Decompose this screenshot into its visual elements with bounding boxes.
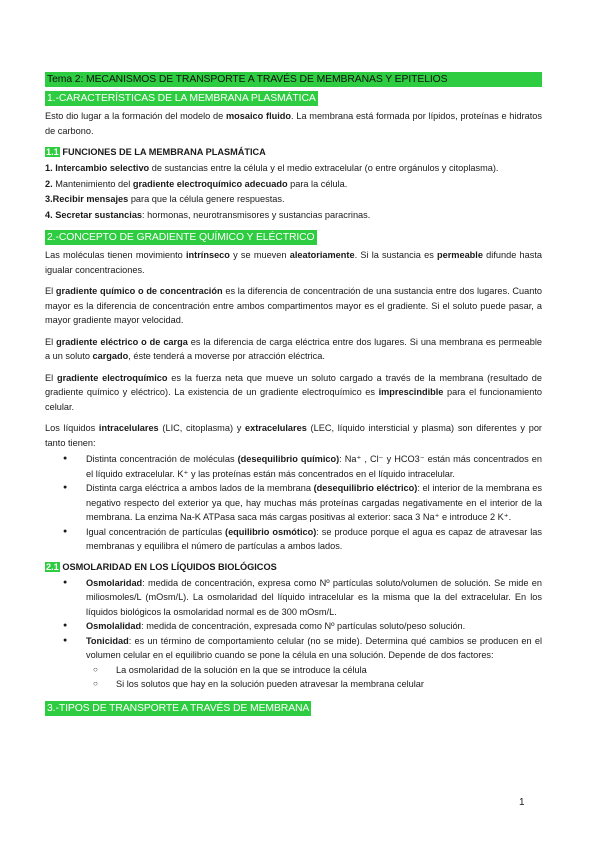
subsection-2-1-heading: 2.1 OSMOLARIDAD EN LOS LÍQUIDOS BIOLÓGICOS: [46, 561, 277, 572]
function-item: 4. Secretar sustancias: hormonas, neurotransmisores y sustancias paracrinas.: [45, 209, 371, 220]
paragraph: Esto dio lugar a la formación del modelo de mosaico fluido. La membrana está formada por lípidos, proteínas e hidratos de carbono.: [45, 111, 542, 136]
list-item: ● Igual concentración de partículas (equilibrio osmótico): se produce porque el agua es capaz de atravesar las membranas y equilibra el número de partículas a ambos lados.: [45, 525, 542, 554]
page-number: 1: [519, 797, 525, 808]
section-1-heading: 1.-CARACTERÍSTICAS DE LA MEMBRANA PLASMÁTICA: [47, 93, 316, 104]
subsection-1-1-heading: 1.1 FUNCIONES DE LA MEMBRANA PLASMÁTICA: [46, 147, 266, 157]
list-item: ● Osmolaridad: medida de concentración, expresa como Nº partículas soluto/volumen de solución. Se mide en miliosmoles/L (mOsm/L). La osmolaridad del líquido intracelular es la misma que la del extracelular. En los líquidos biológicos la osmolaridad normal es de 300 mOsm/L.: [45, 576, 542, 620]
list-item: ● Osmolalidad: medida de concentración, expresada como Nº partículas soluto/peso solución.: [45, 619, 542, 634]
osmolarity-list: [45, 576, 542, 663]
function-item: 1. Intercambio selectivo de sustancias entre la célula y el medio extracelular (o entre orgánulos y citoplasma).: [45, 163, 499, 173]
document-title: Tema 2: MECANISMOS DE TRANSPORTE A TRAVÉS DE MEMBRANAS Y EPITELIOS: [45, 72, 542, 87]
section-2-heading: 2.-CONCEPTO DE GRADIENTE QUÍMICO Y ELÉCTRICO: [47, 232, 315, 243]
list-item: ● Tonicidad: es un término de comportamiento celular (no se mide). Determina qué cambios se producen en el volumen celular en el equilibrio cuando se pone la célula en una solución. Depende de dos factores:: [45, 634, 542, 663]
list-item: ● Distinta concentración de moléculas (desequilibrio químico): Na⁺ , Cl⁻ y HCO3⁻ están más concentrados en el líquido extracelular. K⁺ y las proteínas están más concentrados en el líquido intracelular.: [45, 452, 542, 481]
paragraph: El gradiente eléctrico o de carga es la diferencia de carga eléctrica entre dos lugares. Si una membrana es permeable a un soluto cargado, éste tenderá a moverse por atracción eléctrica.: [45, 336, 542, 361]
list-item: ○ La osmolaridad de la solución en la que se introduce la célula: [45, 663, 542, 678]
paragraph: El gradiente químico o de concentración es la diferencia de concentración de una sustancia entre dos lugares. Cuanto mayor es la diferencia de concentración entre ambos compartimentos mayor es el gradiente. Si el soluto puede pasar, a mayor gradiente mayor velocidad.: [45, 286, 543, 325]
function-item: 2. Mantenimiento del gradiente electroquímico adecuado para la célula.: [45, 178, 348, 189]
paragraph: Los líquidos intracelulares (LIC, citoplasma) y extracelulares (LEC, líquido intersticial y plasma) son diferentes y por tanto tienen:: [45, 423, 542, 448]
list-item: ○ Si los solutos que hay en la solución pueden atravesar la membrana celular: [45, 677, 542, 692]
function-item: 3.Recibir mensajes para que la célula genere respuestas.: [45, 194, 285, 204]
tonicity-factors-list: [45, 663, 542, 692]
fluids-list: [45, 452, 542, 554]
document-page: [45, 72, 542, 719]
section-3-heading: 3.-TIPOS DE TRANSPORTE A TRAVÉS DE MEMBRANA: [47, 702, 310, 714]
paragraph: Las moléculas tienen movimiento intrínseco y se mueven aleatoriamente. Si la sustancia es permeable difunde hasta igualar concentraciones.: [45, 250, 542, 275]
list-item: ● Distinta carga eléctrica a ambos lados de la membrana (desequilibrio eléctrico): el interior de la membrana es negativo respecto del exterior ya que, hay muchas más proteínas cargadas negativamente en el interior de la membrana. La enzima Na-K ATPasa saca más cargas positivas al exterior: saca 3 Na⁺ e introduce 2 K⁺.: [45, 481, 542, 525]
paragraph: El gradiente electroquímico es la fuerza neta que mueve un soluto cargado a través de la membrana (resultado de gradiente químico y eléctrico). La existencia de un gradiente electroquímico es imprescindible para el funcionamiento celular.: [45, 372, 542, 412]
